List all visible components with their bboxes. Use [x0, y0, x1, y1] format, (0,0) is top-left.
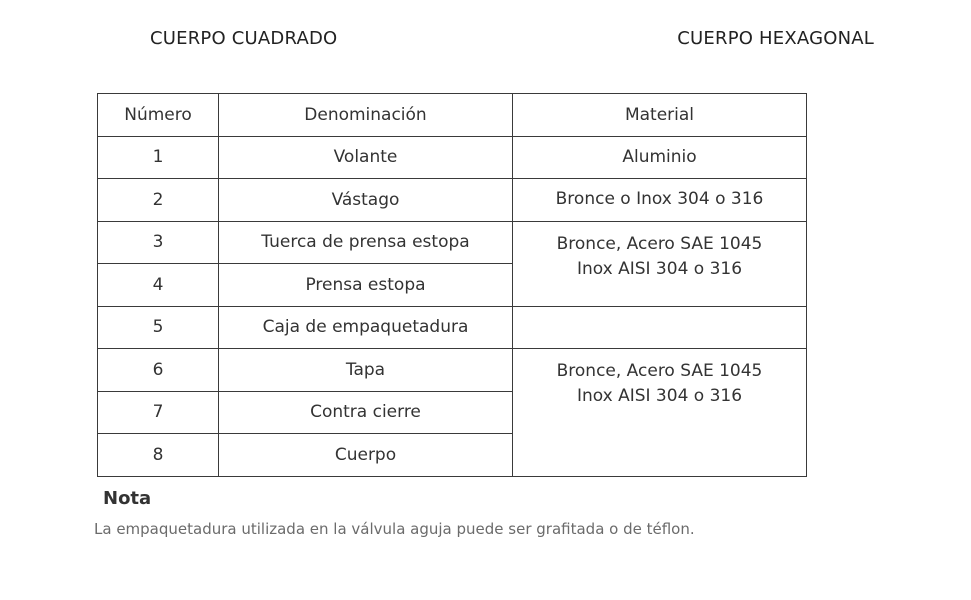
parts-table: [97, 93, 807, 477]
cell-material: Aluminio: [513, 136, 807, 179]
cell-numero: 2: [98, 179, 219, 222]
table-row: [98, 136, 807, 179]
column-header-denominacion: Denominación: [219, 94, 513, 137]
note-title: Nota: [103, 488, 152, 509]
table-row: [98, 349, 807, 392]
cell-denominacion: Prensa estopa: [219, 264, 513, 307]
cell-denominacion: Tapa: [219, 349, 513, 392]
heading-cuerpo-cuadrado: CUERPO CUADRADO: [150, 28, 338, 49]
cell-denominacion: Caja de empaquetadura: [219, 306, 513, 349]
cell-denominacion: Cuerpo: [219, 434, 513, 477]
material-line: Bronce, Acero SAE 1045: [556, 361, 763, 381]
column-header-numero: Número: [98, 94, 219, 137]
heading-cuerpo-hexagonal: CUERPO HEXAGONAL: [677, 28, 874, 49]
cell-denominacion: Contra cierre: [219, 391, 513, 434]
cell-numero: 5: [98, 306, 219, 349]
column-header-material: Material: [513, 94, 807, 137]
cell-denominacion: Vástago: [219, 179, 513, 222]
table-row: [98, 221, 807, 264]
cell-material: Bronce o Inox 304 o 316: [513, 179, 807, 222]
cell-numero: 7: [98, 391, 219, 434]
note-text: La empaquetadura utilizada en la válvula aguja puede ser grafitada o de téflon.: [94, 520, 695, 538]
material-line: Inox AISI 304 o 316: [576, 386, 743, 406]
cell-numero: 3: [98, 221, 219, 264]
table-row: [98, 306, 807, 349]
cell-material-merged: [513, 221, 807, 306]
table-row: [98, 179, 807, 222]
material-line: Inox AISI 304 o 316: [576, 258, 743, 279]
material-line: Bronce, Acero SAE 1045: [556, 233, 763, 254]
cell-denominacion: Tuerca de prensa estopa: [219, 221, 513, 264]
cell-numero: 1: [98, 136, 219, 179]
cell-numero: 6: [98, 349, 219, 392]
cell-material-merged: [513, 349, 807, 477]
cell-numero: 4: [98, 264, 219, 307]
cell-denominacion: Volante: [219, 136, 513, 179]
table-header-row: [98, 94, 807, 137]
cell-numero: 8: [98, 434, 219, 477]
cell-material: [513, 306, 807, 349]
